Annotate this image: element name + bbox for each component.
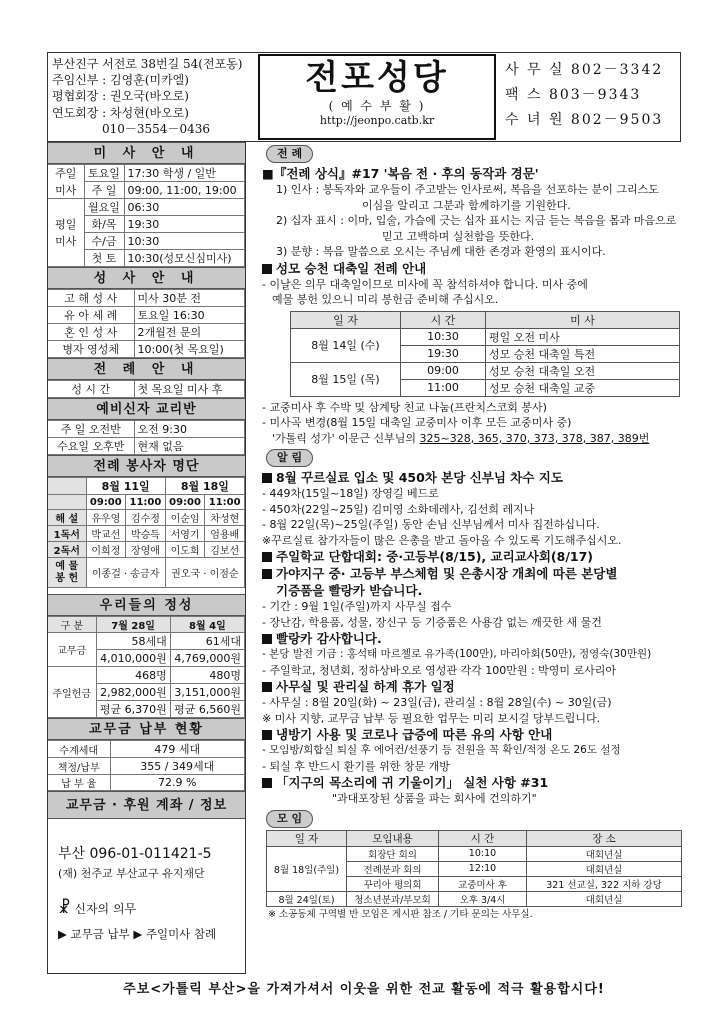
yeondo-president: 연도회장 : 차성현(바오로) <box>52 105 189 120</box>
title-box <box>258 54 496 140</box>
bullet-square-icon <box>262 569 272 579</box>
address: 부산진구 서전로 38번길 54(전포동) <box>52 57 243 71</box>
sacrament-table: 고 해 성 사 미사 30분 전 유 아 세 례 토요일 16:30 혼 인 성 사 2개월전 문의 병자 영성체 10:00(첫 목요일) <box>48 289 245 358</box>
offering-table: 구 분 7월 28일 8월 4일 교무금 58세대 61세대 4,010,000원 4,769,000원 주일헌금 468명 480명 2,982,000원 3,151,000원 평균 6,370원 평균 6,560원 <box>48 616 245 718</box>
account-number: 부산 096-01-011421-5 <box>58 846 212 862</box>
catechumen-table: 주 일 오전반 오전 9:30 수요일 오후반 현재 없음 <box>48 420 245 455</box>
liturgy-pill: 전 례 <box>266 145 313 163</box>
contact-numbers <box>505 58 683 133</box>
meeting-note: ※ 소공동체 구역별 반 모임은 게시판 참조 / 기타 문의는 사무실. <box>268 908 533 920</box>
catechumen-section-title: 예비신자 교리반 <box>48 398 245 420</box>
duty-title: 신자의 의무 <box>74 902 137 916</box>
bullet-square-icon <box>262 778 272 788</box>
bullet-square-icon <box>262 473 272 483</box>
left-column <box>47 142 246 974</box>
footer-banner: 주보<가톨릭 부산>을 가져가셔서 이웃을 위한 전교 활동에 적극 활용합시다! <box>123 982 605 997</box>
parish-info <box>52 56 252 137</box>
liturgy-notice-1-title: ■『전례 상식』#17 '복음 전 · 후의 동작과 경문' <box>262 166 539 181</box>
notice-pill: 알 림 <box>266 449 313 467</box>
offering-section-title: 우리들의 정성 <box>48 594 245 616</box>
account-section-title: 교무금 · 후원 계좌 / 정보 <box>48 791 245 819</box>
meeting-table: 일 자 모임내용 시 간 장 소 8월 18일(주일) 회장단 회의 10:10 대회년실 전례분과 회의 12:10 대회년실 꾸리아 평의회 교중미사 후 321 선교실, 322 지하 강당 8월 24일(토) 청소년분과/부모회 오후 3/4시 대회년실 <box>266 830 682 907</box>
liturgy-table: 성 시 간 첫 목요일 미사 후 <box>48 380 245 398</box>
chi-rho-icon: ☧ <box>58 898 71 917</box>
servers-section-title: 전례 봉사자 명단 <box>48 455 245 477</box>
bullet-square-icon <box>262 552 272 562</box>
dues-section-title: 교무금 납부 현황 <box>48 718 245 740</box>
bullet-square-icon <box>262 682 272 692</box>
duty-items: ▶ 교무금 납부 ▶ 주일미사 참례 <box>58 927 217 941</box>
meeting-pill: 모 임 <box>266 810 313 828</box>
council-president: 평협회장 : 권오국(바오로) <box>52 89 189 104</box>
mass-table: 주일 토요일 17:30 학생 / 일반 미사 주 일 09:00, 11:00, 19:00 월요일 06:30 평일 화/목 19:30 미사 수/금 10:30 첫 토 10:30(성모신심미사) <box>48 164 245 267</box>
pastor: 주임신부 : 김영훈(미카엘) <box>52 73 189 88</box>
account-info <box>48 819 245 942</box>
page-title: 전포성당 <box>305 58 449 98</box>
dues-table: 수계세대 479 세대 책정/납부 355 / 349세대 납 부 율 72.9 % <box>48 740 245 791</box>
bullet-square-icon <box>262 730 272 740</box>
phone-number: 010－3554－0436 <box>102 121 210 136</box>
website-url[interactable]: http://jeonpo.catb.kr <box>319 114 435 127</box>
page-subtitle: ( 예 수 부 활 ) <box>328 99 426 113</box>
feast-notice-title: 성모 승천 대축일 전례 안내 <box>262 260 682 277</box>
right-column: 전 례 ■『전례 상식』#17 '복음 전 · 후의 동작과 경문' 1) 인사 : 봉독자와 교우들이 주고받는 인사로써, 복음을 선포하는 분이 그리스도 이심을 알리고 그분과 함께하기를 기원한다. 2) 십자 표시 : 이마, 입술, 가슴에 긋는 십자 표시는 지금 듣는 복음을 몸과 마음으로 믿고 고백하며 실천함을 뜻한다. 3) 분향 : 복음 말씀으로 오시는 주님께 대한 존경과 환영의 표시이다. 성모 승천 대축일 전례 안내 - 이날은 의무 대축일이므로 미사에 꼭 참석하셔야 합니다. 미사 중에 예물 봉헌 있으니 미리 봉헌금 준비해 주십시오. 일 자 시 간 미 사 8월 14일 (수) 10:30 평일 오전 미사 19:30 성모 승천 대축일 특전 8월 15일 (목) 09:00 성모 승천 대축일 오전 11:00 성모 승천 대축일 교중 - 교중미사 후 수박 및 삼계탕 친교 나눔(프란치스코회 봉사) - 미사곡 변경(8월 15일 대축일 교중미사 이후 모든 교중미사 중) '가톨릭 성가' 이문근 신부님의 325~328, 365, 370, 373, 378, 387, 389번 알 림 8월 꾸르실료 입소 및 450차 본당 신부님 차수 지도 - 449차(15일~18일) 장영길 베드로 - 450차(22일~25일) 김미영 소화데레사, 김선희 레지나 - 8월 22일(목)~25일(주일) 동안 손님 신부님께서 미사 집전하십니다. ※꾸르실료 참가자들이 많은 은총을 받고 돌아올 수 있도록 기도해주십시오. 주일학교 단합대회: 중·고등부(8/15), 교리교사회(8/17) 가야지구 중· 고등부 부스체험 및 은총시장 개최에 따른 본당별 기증품을 빨랑카 받습니다. - 기간 : 9월 1일(주일)까지 사무실 접수 - 장난감, 학용품, 성물, 장신구 등 기증품은 사용감 없는 깨끗한 새 물건 빨랑카 감사합니다. - 본당 발전 기금 : 홍석태 마르첼로 유가족(100만), 마리아회(50만), 정영숙(30만원) - 주일학교, 청년회, 정하상바오로 영성관 각각 100만원 : 박영미 로사리아 사무실 및 관리실 하계 휴가 일정 - 사무실 : 8월 20일(화) ~ 23일(금), 관리실 : 8월 28일(수) ~ 30일(금) ※ 미사 지향, 교무금 납부 등 필요한 업무는 미리 보시길 당부드립니다. 냉방기 사용 및 코로나 급증에 따른 유의 사항 안내 - 모임방/회합실 퇴실 후 에어컨/선풍기 등 전원을 꼭 확인/적정 온도 26도 설정 - 퇴실 후 반드시 환기를 위한 창문 개방 「지구의 목소리에 귀 기울이기」 실천 사항 #31 "과대포장된 상품을 파는 회사에 건의하기" 모 임 일 자 모임내용 시 간 장 소 8월 18일(주일) 회장단 회의 10:10 대회년실 전례분과 회의 12:10 대회년실 꾸리아 평의회 교중미사 후 321 선교실, 322 지하 강당 8월 24일(토) 청소년분과/부모회 오후 3/4시 대회년실 ※ 소공동체 구역별 반 모임은 게시판 참조 / 기타 문의는 사무실. <box>262 142 682 922</box>
bullet-square-icon <box>262 264 272 274</box>
sacrament-section-title: 성 사 안 내 <box>48 267 245 289</box>
fax-number: 팩 스 803－9343 <box>505 87 642 103</box>
servers-table: 8월 11일 8월 18일 09:00 11:00 09:00 11:00 해 설 유우영 김수정 이순임 차성현 1독서 박교선 박승득 서영기 엄용배 2독서 이희정 장영애 이도희 김보선 예 물 봉 헌 이종걸 · 송금자 권오국 · 이점순 <box>48 477 245 588</box>
convent-phone: 수 녀 원 802－9503 <box>505 112 664 128</box>
account-owner: (재) 천주교 부산교구 유지재단 <box>58 867 205 880</box>
feast-mass-table: 일 자 시 간 미 사 8월 14일 (수) 10:30 평일 오전 미사 19:30 성모 승천 대축일 특전 8월 15일 (목) 09:00 성모 승천 대축일 오전 11:00 성모 승천 대축일 교중 <box>290 311 680 397</box>
bullet-square-icon <box>262 634 272 644</box>
mass-section-title: 미 사 안 내 <box>48 142 245 164</box>
liturgy-section-title: 전 례 안 내 <box>48 358 245 380</box>
office-phone: 사 무 실 802－3342 <box>505 62 664 78</box>
duty-title-row <box>58 899 245 918</box>
